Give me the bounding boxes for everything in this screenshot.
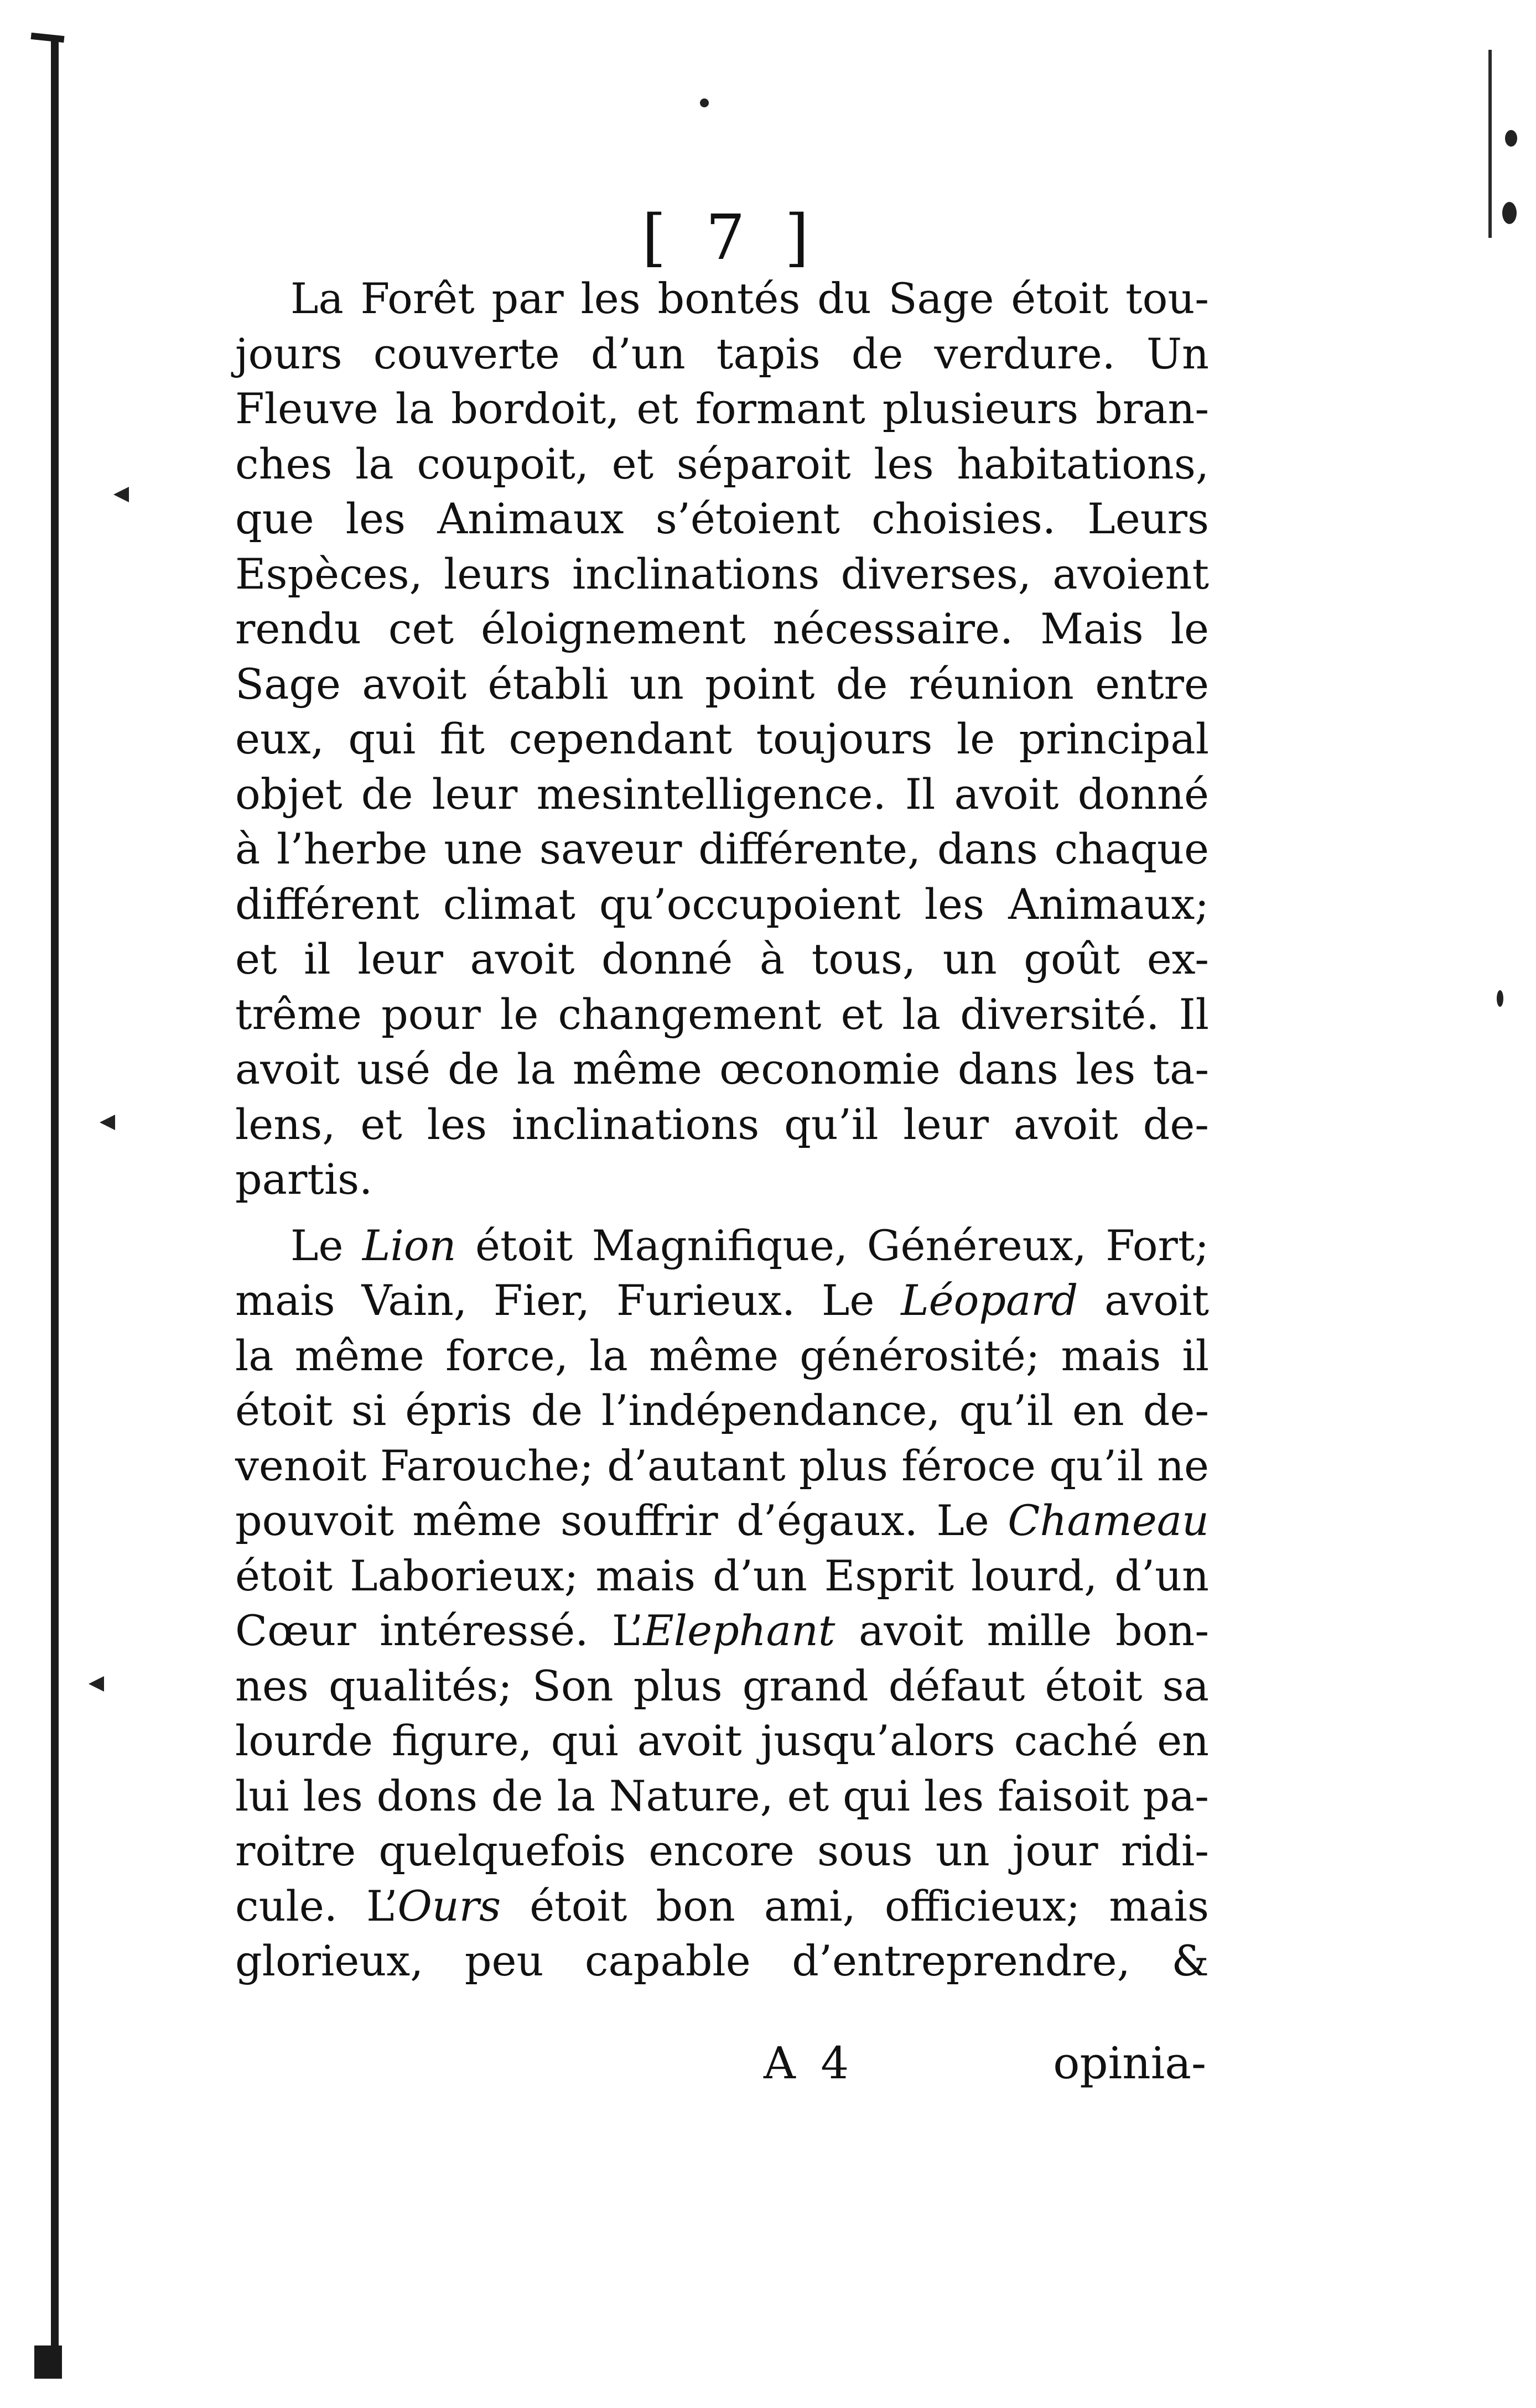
text-line: rendu cet éloignement nécessaire. Mais le	[235, 604, 1209, 653]
text-line: Sage avoit établi un point de réunion entre	[235, 659, 1209, 709]
text-line: lourde figure, qui avoit jusqu’alors caché en	[235, 1716, 1209, 1765]
margin-mark	[100, 1115, 115, 1130]
paragraph-forest	[235, 271, 1209, 1207]
text-line: nes qualités; Son plus grand défaut étoit sa	[235, 1661, 1209, 1710]
text-line: eux, qui fit cependant toujours le principal	[235, 714, 1209, 763]
text-line: Le Lion étoit Magnifique, Généreux, Fort;	[290, 1220, 1210, 1270]
text-line: différent climat qu’occupoient les Animaux;	[235, 879, 1209, 929]
binding-edge-left	[51, 39, 59, 2362]
binding-edge-top	[31, 33, 65, 43]
signature-mark: A 4	[764, 2037, 855, 2089]
text-line: à l’herbe une saveur différente, dans chaque	[235, 824, 1209, 873]
text-line: partis.	[235, 1154, 373, 1204]
ink-speck	[1505, 130, 1517, 147]
text-line: cule. L’Ours étoit bon ami, officieux; mais	[235, 1881, 1209, 1931]
text-line: lens, et les inclinations qu’il leur avoit de-	[235, 1099, 1209, 1149]
binding-edge-bottom	[34, 2345, 62, 2379]
text-line: La Forêt par les bontés du Sage étoit tou-	[290, 274, 1209, 323]
text-line: étoit si épris de l’indépendance, qu’il en de-	[235, 1386, 1209, 1435]
body-text	[235, 271, 1209, 1989]
text-line: Fleuve la bordoit, et formant plusieurs bran-	[235, 384, 1209, 433]
text-line: Cœur intéressé. L’Elephant avoit mille bon-	[235, 1606, 1209, 1655]
text-line: mais Vain, Fier, Furieux. Le Léopard avoit	[235, 1276, 1209, 1325]
text-line: objet de leur mesintelligence. Il avoit donné	[235, 769, 1209, 819]
text-line: venoit Farouche; d’autant plus féroce qu’il ne	[235, 1440, 1209, 1490]
margin-mark	[113, 487, 129, 502]
catchword: opinia-	[1053, 2037, 1206, 2089]
margin-mark	[89, 1676, 104, 1692]
text-line: avoit usé de la même œconomie dans les ta-	[235, 1044, 1209, 1094]
ink-speck	[1502, 202, 1517, 224]
text-line: ches la coupoit, et séparoit les habitations,	[235, 439, 1209, 488]
page-footer	[764, 2036, 1206, 2091]
text-line: pouvoit même souffrir d’égaux. Le Chameau	[235, 1496, 1209, 1545]
text-line: étoit Laborieux; mais d’un Esprit lourd, d’un	[235, 1551, 1209, 1600]
ink-speck	[700, 98, 709, 107]
text-line: et il leur avoit donné à tous, un goût ex-	[235, 934, 1209, 984]
text-line: jours couverte d’un tapis de verdure. Un	[235, 329, 1209, 378]
paragraph-animals	[235, 1218, 1209, 1989]
text-line: que les Animaux s’étoient choisies. Leurs	[235, 494, 1209, 543]
page-number: [ 7 ]	[642, 202, 819, 274]
text-line: lui les dons de la Nature, et qui les faisoit pa-	[235, 1771, 1209, 1821]
text-line: trême pour le changement et la diversité. Il	[235, 989, 1209, 1039]
text-line: glorieux, peu capable d’entreprendre, &	[235, 1936, 1209, 1985]
text-line: roitre quelquefois encore sous un jour ridi-	[235, 1826, 1209, 1875]
ink-speck	[1497, 990, 1503, 1007]
text-line: la même force, la même générosité; mais il	[235, 1330, 1209, 1380]
text-line: Espèces, leurs inclinations diverses, avoient	[235, 549, 1209, 599]
